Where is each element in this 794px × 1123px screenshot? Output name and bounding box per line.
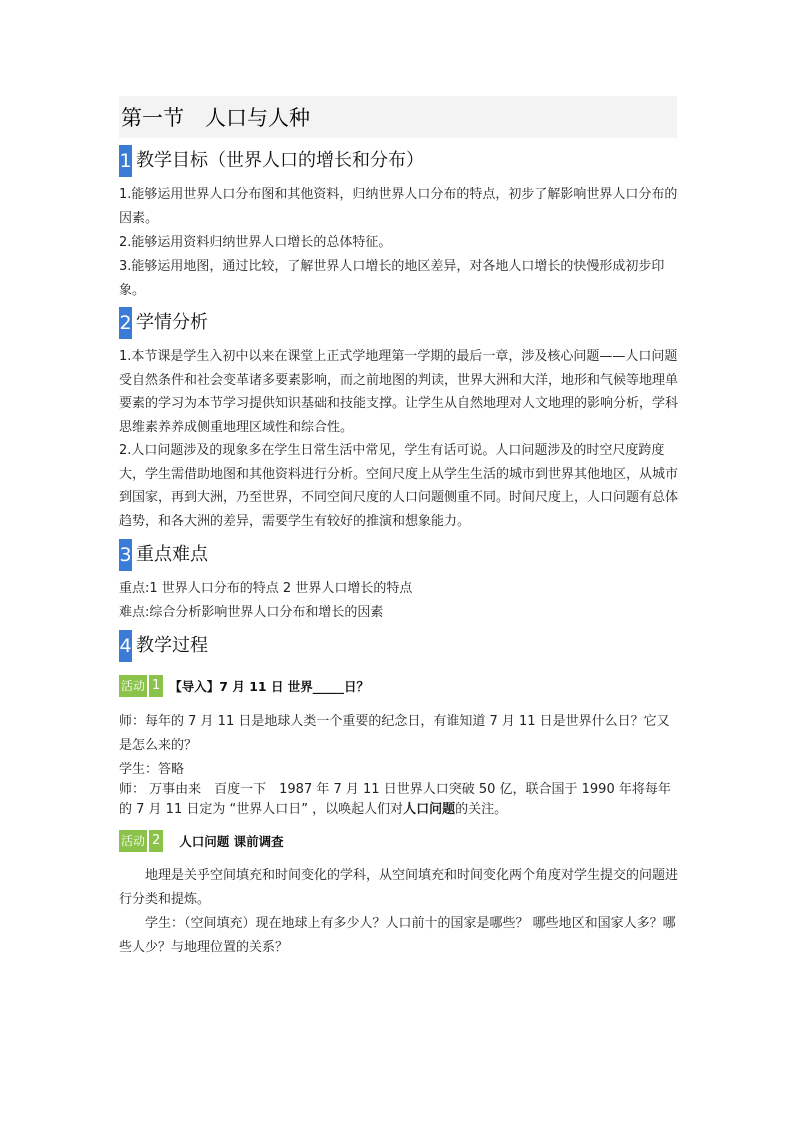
goal-item: 2.能够运用资料归纳世界人口增长的总体特征。	[119, 235, 392, 250]
section-number: 1	[119, 145, 132, 177]
activity-title: 【导入】7 月 11 日 世界_____日？	[169, 679, 370, 694]
difficult-point: 难点:综合分析影响世界人口分布和增长的因素	[119, 605, 384, 620]
section-label: 学情分析	[136, 312, 208, 333]
activity-paragraph: 地理是关乎空间填充和时间变化的学科，从空间填充和时间变化两个角度对学生提交的问题进行分类和提炼。	[119, 868, 679, 907]
student-answer: 学生：答略	[119, 762, 185, 777]
activity-tag: 活动	[119, 830, 147, 852]
section-label: 教学过程	[136, 635, 208, 656]
analysis-paragraph: 1.本节课是学生入初中以来在课堂上正式学地理第一学期的最后一章，涉及核心问题——人口问题受自然条件和社会变革诸多要素影响，而之前地图的判读，世界大洲和大洋，地形和气候等地理单要素的学习为本节学习提供知识基础和技能支撑。让学生从自然地理对人文地理的影响分析，学科思维素养养成侧重地理区域性和综合性。	[119, 349, 679, 435]
section-heading-process	[119, 630, 208, 662]
activity-1-heading	[119, 675, 369, 697]
section-heading-goals	[119, 145, 424, 177]
activity-title: 人口问题 课前调查	[179, 834, 284, 849]
analysis-paragraph: 2.人口问题涉及的现象多在学生日常生活中常见，学生有话可说。人口问题涉及的时空尺度跨度大，学生需借助地图和其他资料进行分析。空间尺度上从学生生活的城市到世界其他地区，从城市到国家，再到大洲，乃至世界，不同空间尺度的人口问题侧重不同。时间尺度上，人口问题有总体趋势，和各大洲的差异，需要学生有较好的推演和想象能力。	[119, 443, 679, 529]
key-point: 重点:1 世界人口分布的特点 2 世界人口增长的特点	[119, 581, 413, 596]
section-number: 4	[119, 630, 132, 662]
section-heading-key-points	[119, 539, 208, 571]
activity-number: 2	[149, 830, 163, 852]
student-questions: 学生：（空间填充）现在地球上有多少人？人口前十的国家是哪些？ 哪些地区和国家人多？哪些人少？与地理位置的关系？	[119, 916, 676, 955]
teacher-answer-text: 师： 万事由来 百度一下 1987 年 7 月 11 日世界人口突破 50 亿，联合国于 1990 年将每年的 7 月 11 日定为 “世界人口日” ，以唤起人们对	[119, 782, 671, 817]
teacher-answer	[119, 780, 679, 820]
activity-number: 1	[149, 675, 163, 697]
activity-2-heading	[119, 830, 284, 852]
goal-item: 3.能够运用地图，通过比较，了解世界人口增长的地区差异，对各地人口增长的快慢形成初步印象。	[119, 259, 665, 298]
page-title: 第一节 人口与人种	[121, 106, 310, 130]
section-label: 教学目标（世界人口的增长和分布）	[136, 150, 424, 171]
goal-item: 1.能够运用世界人口分布图和其他资料，归纳世界人口分布的特点，初步了解影响世界人口分布的因素。	[119, 187, 678, 226]
teacher-question: 师：每年的 7 月 11 日是地球人类一个重要的纪念日，有谁知道 7 月 11 日是世界什么日？它又是怎么来的？	[119, 714, 670, 753]
activity-tag: 活动	[119, 675, 147, 697]
section-number: 2	[119, 307, 132, 339]
section-heading-analysis	[119, 307, 208, 339]
emphasis-text: 人口问题	[403, 802, 456, 817]
teacher-answer-end: 的关注。	[455, 802, 508, 817]
section-number: 3	[119, 539, 132, 571]
section-label: 重点难点	[136, 544, 208, 565]
